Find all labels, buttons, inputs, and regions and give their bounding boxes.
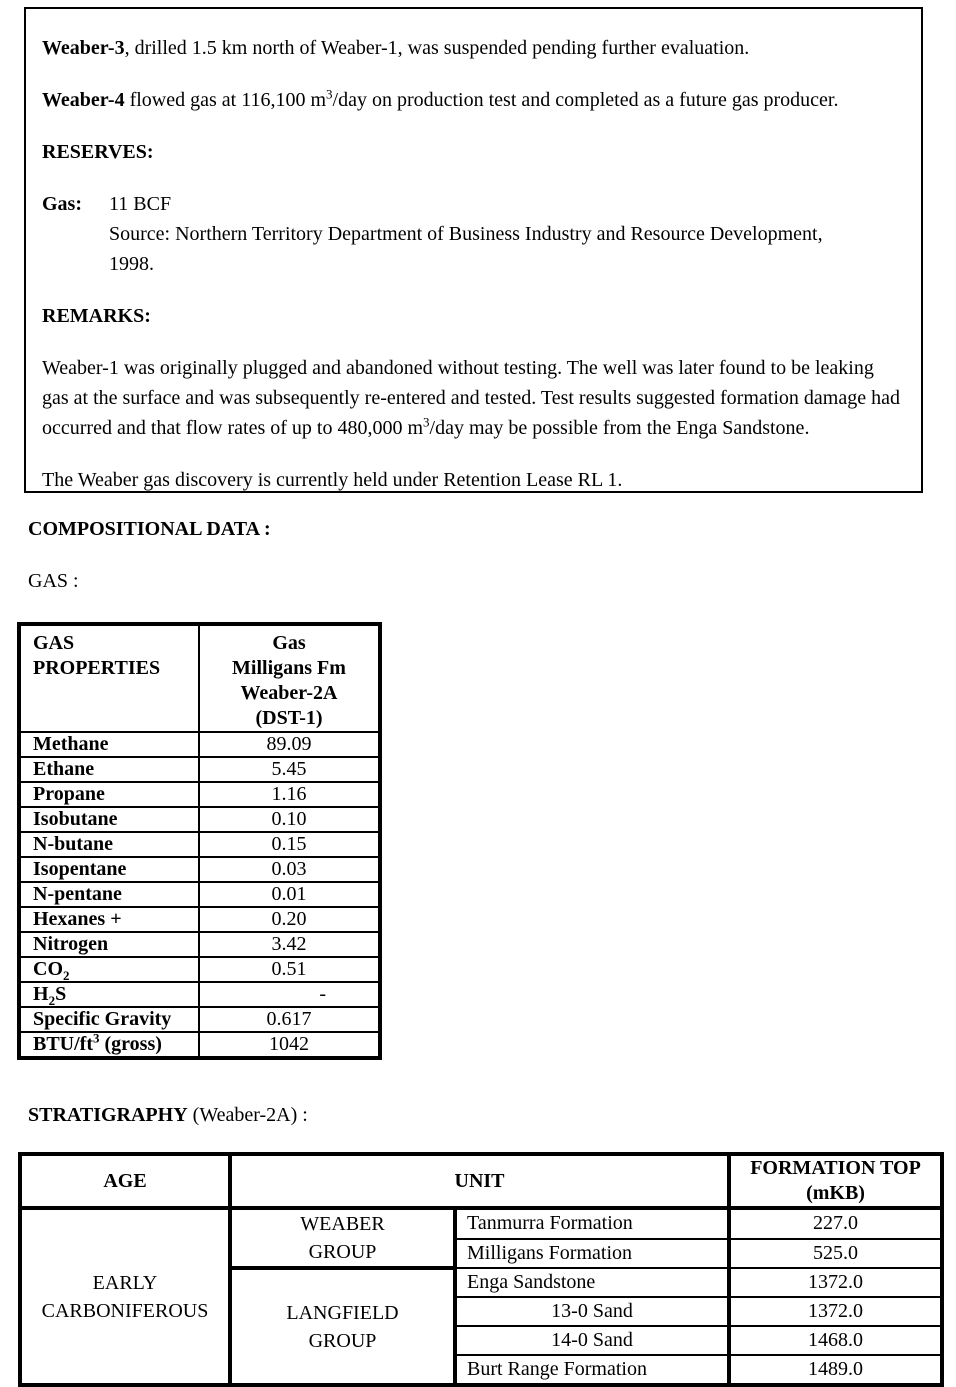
component-value: 0.51 bbox=[199, 957, 380, 982]
component-label: Methane bbox=[19, 732, 199, 757]
stratigraphy-heading bbox=[28, 1104, 308, 1127]
formation-top-cell: 1468.0 bbox=[729, 1326, 942, 1355]
table-row bbox=[19, 732, 380, 757]
formation-cell: 14-0 Sand bbox=[455, 1326, 729, 1355]
component-value: 0.03 bbox=[199, 857, 380, 882]
langfield-group-cell bbox=[230, 1268, 455, 1385]
weaber3-well-name: Weaber-3 bbox=[42, 37, 125, 59]
h2s-subscript: 2 bbox=[48, 993, 56, 1007]
formation-top-cell: 227.0 bbox=[729, 1208, 942, 1239]
btu-text: BTU/ft bbox=[33, 1033, 93, 1055]
table-row bbox=[19, 957, 380, 982]
table-row bbox=[19, 832, 380, 857]
gas-table-header-properties bbox=[19, 624, 199, 732]
btu-superscript: 3 bbox=[93, 1032, 100, 1046]
component-value: 5.45 bbox=[199, 757, 380, 782]
component-value: 3.42 bbox=[199, 932, 380, 957]
gas-table-header-row bbox=[19, 624, 380, 732]
component-value: 1042 bbox=[199, 1032, 380, 1058]
gas-source-line2: 1998. bbox=[109, 253, 154, 275]
h2s-text: H bbox=[33, 983, 49, 1005]
weaber-group-cell bbox=[230, 1208, 455, 1268]
component-label: Hexanes + bbox=[19, 907, 199, 932]
cubic-metre-superscript: 3 bbox=[326, 86, 333, 102]
formation-cell: Enga Sandstone bbox=[455, 1268, 729, 1297]
weaber3-text: , drilled 1.5 km north of Weaber-1, was suspended pending further evaluation. bbox=[124, 37, 750, 59]
paragraph-weaber4 bbox=[42, 85, 901, 115]
gas-reserves-entry bbox=[42, 189, 901, 279]
weaber4-text-a: flowed gas at 116,100 m bbox=[124, 89, 327, 111]
gas-table-header-line1: GAS bbox=[33, 632, 75, 654]
component-value: 0.617 bbox=[199, 1007, 380, 1032]
remarks-heading: REMARKS: bbox=[42, 305, 151, 327]
header-formation-top bbox=[729, 1154, 942, 1208]
co2-text: CO bbox=[33, 958, 63, 980]
formation-cell: Burt Range Formation bbox=[455, 1355, 729, 1385]
component-label-btu bbox=[19, 1032, 199, 1058]
component-value: 0.15 bbox=[199, 832, 380, 857]
table-row bbox=[19, 782, 380, 807]
stratigraphy-header-row bbox=[20, 1154, 942, 1208]
header-age: AGE bbox=[20, 1154, 230, 1208]
component-value: 0.01 bbox=[199, 882, 380, 907]
formation-cell: Milligans Formation bbox=[455, 1239, 729, 1269]
header-formation-top-line1: FORMATION TOP bbox=[750, 1157, 921, 1179]
table-row bbox=[19, 982, 380, 1007]
gas-sample-line2: Milligans Fm bbox=[232, 657, 346, 679]
gas-sample-line3: Weaber-2A bbox=[240, 682, 338, 704]
gas-table-header-line2: PROPERTIES bbox=[33, 657, 161, 679]
component-label: Nitrogen bbox=[19, 932, 199, 957]
header-unit: UNIT bbox=[230, 1154, 729, 1208]
age-cell bbox=[20, 1208, 230, 1385]
table-row bbox=[19, 807, 380, 832]
gas-reserves-value: 11 BCF bbox=[109, 193, 172, 215]
component-label: Isobutane bbox=[19, 807, 199, 832]
table-row bbox=[19, 857, 380, 882]
cubic-metre-superscript: 3 bbox=[423, 414, 430, 430]
component-value: - bbox=[199, 982, 380, 1007]
weaber-group-line2: GROUP bbox=[308, 1241, 377, 1263]
stratigraphy-heading-bold: STRATIGRAPHY bbox=[28, 1104, 188, 1126]
component-label: Isopentane bbox=[19, 857, 199, 882]
component-label: Propane bbox=[19, 782, 199, 807]
table-row bbox=[19, 757, 380, 782]
component-label: N-butane bbox=[19, 832, 199, 857]
langfield-group-line2: GROUP bbox=[308, 1329, 377, 1352]
stratigraphy-heading-rest: (Weaber-2A) : bbox=[187, 1104, 308, 1126]
formation-top-cell: 1372.0 bbox=[729, 1297, 942, 1326]
component-label: Ethane bbox=[19, 757, 199, 782]
gas-reserves-label: Gas: bbox=[42, 193, 82, 215]
compositional-data-heading: COMPOSITIONAL DATA : bbox=[28, 518, 271, 540]
formation-top-cell: 1489.0 bbox=[729, 1355, 942, 1385]
retention-lease-paragraph: The Weaber gas discovery is currently held under Retention Lease RL 1. bbox=[42, 469, 623, 491]
gas-sample-line4: (DST-1) bbox=[255, 707, 323, 729]
component-value: 1.16 bbox=[199, 782, 380, 807]
formation-top-cell: 1372.0 bbox=[729, 1268, 942, 1297]
reserves-heading: RESERVES: bbox=[42, 141, 154, 163]
paragraph-weaber3 bbox=[42, 33, 901, 63]
gas-reserves-detail bbox=[109, 189, 823, 279]
component-label-co2 bbox=[19, 957, 199, 982]
component-value: 89.09 bbox=[199, 732, 380, 757]
table-row bbox=[19, 1007, 380, 1032]
age-line1: EARLY bbox=[92, 1271, 158, 1294]
gas-source-line1: Source: Northern Territory Department of Business Industry and Resource Development, bbox=[109, 223, 823, 245]
stratigraphy-table bbox=[18, 1152, 944, 1387]
table-row bbox=[19, 1032, 380, 1058]
table-row bbox=[19, 932, 380, 957]
gas-properties-table bbox=[17, 622, 382, 1060]
remarks-text-b: /day may be possible from the Enga Sandstone. bbox=[429, 417, 810, 439]
langfield-group-line1: LANGFIELD bbox=[286, 1301, 399, 1324]
btu-text-post: (gross) bbox=[99, 1033, 162, 1055]
table-row bbox=[19, 907, 380, 932]
h2s-text-post: S bbox=[55, 983, 67, 1005]
formation-cell: 13-0 Sand bbox=[455, 1297, 729, 1326]
gas-subheading: GAS : bbox=[28, 570, 79, 592]
component-value: 0.20 bbox=[199, 907, 380, 932]
weaber4-text-b: /day on production test and completed as a future gas producer. bbox=[332, 89, 839, 111]
co2-subscript: 2 bbox=[63, 968, 70, 982]
formation-top-cell: 525.0 bbox=[729, 1239, 942, 1269]
gas-sample-line1: Gas bbox=[272, 632, 306, 654]
component-label-h2s bbox=[19, 982, 199, 1007]
weaber4-well-name: Weaber-4 bbox=[42, 89, 125, 111]
remarks-paragraph bbox=[42, 353, 901, 443]
table-row bbox=[19, 882, 380, 907]
component-label: Specific Gravity bbox=[19, 1007, 199, 1032]
component-label: N-pentane bbox=[19, 882, 199, 907]
header-formation-top-line2: (mKB) bbox=[806, 1182, 865, 1204]
component-value: 0.10 bbox=[199, 807, 380, 832]
formation-cell: Tanmurra Formation bbox=[455, 1208, 729, 1239]
age-line2: CARBONIFEROUS bbox=[41, 1299, 209, 1322]
well-summary-box bbox=[24, 7, 923, 493]
weaber-group-line1: WEABER bbox=[300, 1213, 385, 1235]
remarks-text-a: Weaber-1 was originally plugged and abandoned without testing. The well was later found to be leaking gas at the surface and was subsequently re-entered and tested. Test results suggested formation damage had occurred and that flow rates of up to 480,000 m bbox=[42, 357, 900, 439]
gas-table-header-sample bbox=[199, 624, 380, 732]
table-row bbox=[20, 1208, 942, 1239]
